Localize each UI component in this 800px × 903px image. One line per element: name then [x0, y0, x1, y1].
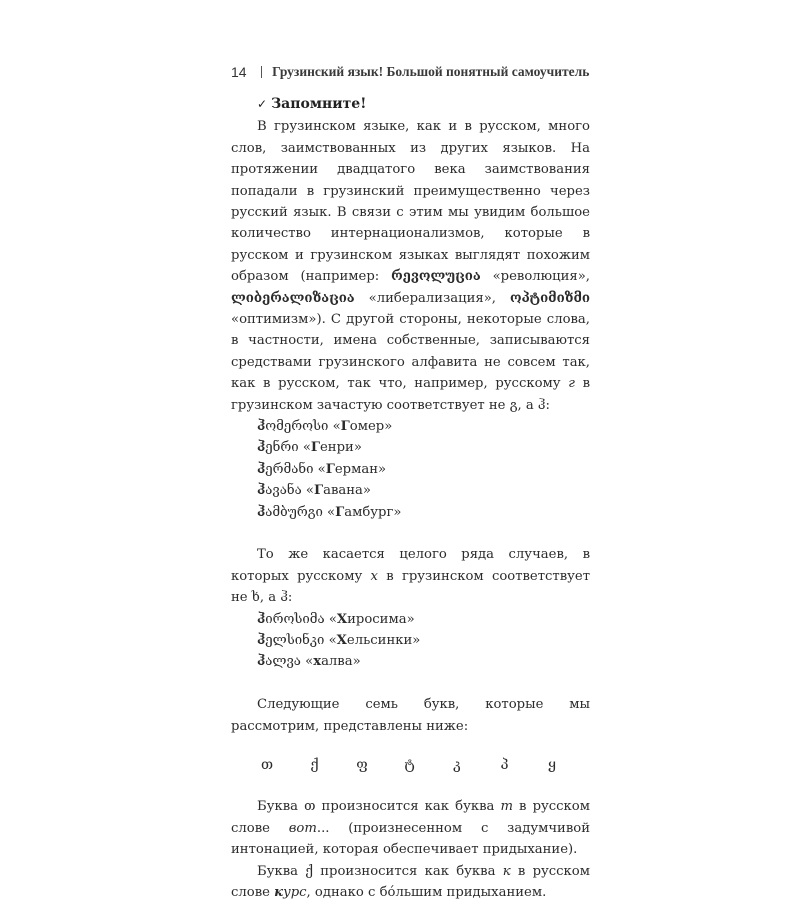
georgian-letter: პ: [500, 757, 509, 774]
quote-close: »: [406, 611, 415, 627]
georgian-word: ელსინკი: [265, 633, 325, 649]
text-span: в русском слове: [231, 799, 590, 836]
georgian-lead-letter: ჰ: [257, 440, 266, 456]
georgian-lead-letter: ჰ: [257, 461, 266, 477]
georgian-letter: თ: [304, 799, 316, 815]
example-row: [257, 480, 590, 501]
georgian-letter: ჰ: [280, 590, 288, 606]
georgian-letter: კ: [453, 757, 461, 774]
paragraph-seven-letters: Следующие семь букв, которые мы рассмотрим, представлены ниже:: [231, 697, 590, 734]
example-row: [257, 651, 590, 672]
georgian-lead-letter: ჰ: [257, 633, 266, 649]
text-span: в русском слове: [231, 863, 590, 901]
georgian-letter: ხ: [251, 590, 260, 606]
georgian-letter: ტ: [404, 757, 415, 774]
text-span: «революция»,: [480, 269, 590, 285]
text-span: в грузинском соответствует не: [231, 568, 590, 606]
book-title: Грузинский язык! Большой понятный самоучитель: [272, 64, 590, 79]
text-span: произносится как буква: [312, 863, 503, 879]
quote-close: »: [352, 654, 361, 670]
quote-open: «: [301, 483, 314, 499]
russian-word: ельсинки: [346, 633, 413, 649]
examples-list-h: [257, 609, 590, 673]
example-row: [257, 459, 590, 480]
page-number: 14: [231, 64, 247, 80]
georgian-lead-letter: ჰ: [257, 483, 266, 499]
russian-lead-letter: Г: [340, 419, 350, 435]
example-row: [257, 609, 590, 630]
quote-close: »: [378, 461, 387, 477]
examples-list-g: [257, 416, 590, 523]
example-word-lead: к: [274, 885, 284, 901]
text-span: То же касается целого ряда случаев, в которых русскому: [231, 547, 590, 584]
russian-lead-letter: Г: [313, 483, 324, 499]
spacer: [231, 523, 590, 544]
remember-heading: [257, 94, 590, 115]
checkmark-icon: ✓: [257, 97, 268, 111]
russian-word: авана: [323, 483, 363, 499]
quote-close: »: [384, 419, 393, 435]
text-span: :: [287, 590, 293, 606]
georgian-lead-letter: ჰ: [257, 419, 266, 435]
georgian-letter: ყ: [548, 757, 556, 774]
text-span: «либерализация»,: [354, 290, 510, 306]
georgian-word: ამბურგი: [265, 504, 323, 520]
paragraph-loanwords: [231, 116, 590, 416]
example-word: урс: [283, 885, 307, 901]
russian-lead-letter: Г: [335, 504, 345, 520]
russian-lead-letter: Г: [325, 461, 335, 477]
paragraph-kh: [231, 544, 590, 608]
text-span: Буква: [257, 863, 306, 879]
example-word: вот: [288, 820, 317, 836]
remember-title: Запомните!: [271, 96, 367, 112]
georgian-word: ერმანი: [265, 461, 314, 477]
quote-open: «: [324, 633, 337, 649]
quote-close: »: [362, 483, 371, 499]
russian-letter: г: [568, 376, 575, 392]
quote-close: »: [393, 504, 402, 520]
text-span: произносится как буква: [315, 799, 501, 815]
quote-open: «: [298, 440, 311, 456]
text-span: , однако с бóльшим придыханием.: [306, 885, 547, 901]
georgian-word: ოპტიმიზმი: [509, 290, 590, 306]
russian-lead-letter: Г: [310, 440, 320, 456]
georgian-word: რევოლუცია: [391, 269, 481, 285]
text-span: , а: [517, 397, 538, 413]
russian-letter: х: [370, 568, 378, 584]
russian-word: иросима: [347, 611, 407, 627]
example-row: [257, 630, 590, 651]
georgian-word: ლიბერალიზაცია: [231, 290, 355, 306]
russian-word: ерман: [334, 461, 379, 477]
georgian-letter: ჰ: [537, 397, 546, 413]
text-span: в грузинском зачастую соответствует не: [231, 376, 590, 413]
spacer: [231, 673, 590, 694]
header-separator: [261, 66, 263, 78]
page-content: [231, 94, 590, 903]
quote-open: «: [322, 504, 336, 520]
example-row: [257, 416, 590, 437]
quote-open: «: [324, 611, 337, 627]
georgian-word: ომეროსი: [265, 419, 329, 435]
quote-open: «: [328, 419, 341, 435]
russian-word: омер: [349, 419, 385, 435]
quote-close: »: [412, 633, 421, 649]
georgian-word: იროსიმა: [265, 611, 325, 627]
russian-lead-letter: Х: [336, 633, 347, 649]
georgian-lead-letter: ჰ: [257, 654, 266, 670]
russian-lead-letter: х: [313, 654, 322, 670]
quote-open: «: [300, 654, 314, 670]
example-row: [257, 437, 590, 458]
russian-letter: к: [502, 863, 511, 879]
text-span: , а: [259, 590, 281, 606]
russian-lead-letter: Х: [336, 611, 348, 627]
georgian-lead-letter: ჰ: [257, 611, 266, 627]
text-span: В грузинском языке, как и в русском, много слов, заимствованных из других языков. На протяжении двадцатого века заимствования попадали в грузинский преимущественно через русский язык. В связи с этим мы увидим большое количество интернационализмов, которые в русском и грузинском языках выглядят похожим образом (например:: [231, 119, 590, 285]
russian-word: амбург: [344, 504, 394, 520]
example-row: [257, 502, 590, 523]
text-span: «оптимизм»). С другой стороны, некоторые слова, в частности, имена собственные, записываются средствами грузинского алфавита не совсем так, как в русском, так что, например, русскому: [231, 312, 590, 392]
text-span: ... (произнесенном с задумчивой интонацией, которая обеспечивает придыхание).: [231, 820, 590, 858]
paragraph-letter-t: [231, 796, 590, 860]
georgian-lead-letter: ჰ: [257, 504, 266, 520]
georgian-letter: ქ: [305, 863, 313, 879]
russian-letter: т: [500, 799, 513, 815]
russian-word: алва: [321, 654, 353, 670]
georgian-letter: ფ: [356, 757, 368, 774]
georgian-word: ენრი: [265, 440, 299, 456]
text-span: :: [545, 397, 550, 413]
quote-close: »: [353, 440, 362, 456]
georgian-letter: გ: [509, 397, 518, 413]
paragraph-letter-k: [231, 861, 590, 903]
georgian-letter: ქ: [310, 757, 319, 774]
russian-word: енри: [320, 440, 354, 456]
letters-row: [231, 755, 590, 776]
running-header: [231, 62, 589, 82]
georgian-word: ალვა: [265, 654, 301, 670]
georgian-word: ავანა: [265, 483, 302, 499]
georgian-letter: თ: [260, 757, 274, 774]
quote-open: «: [313, 461, 326, 477]
text-span: Буква: [257, 799, 305, 815]
